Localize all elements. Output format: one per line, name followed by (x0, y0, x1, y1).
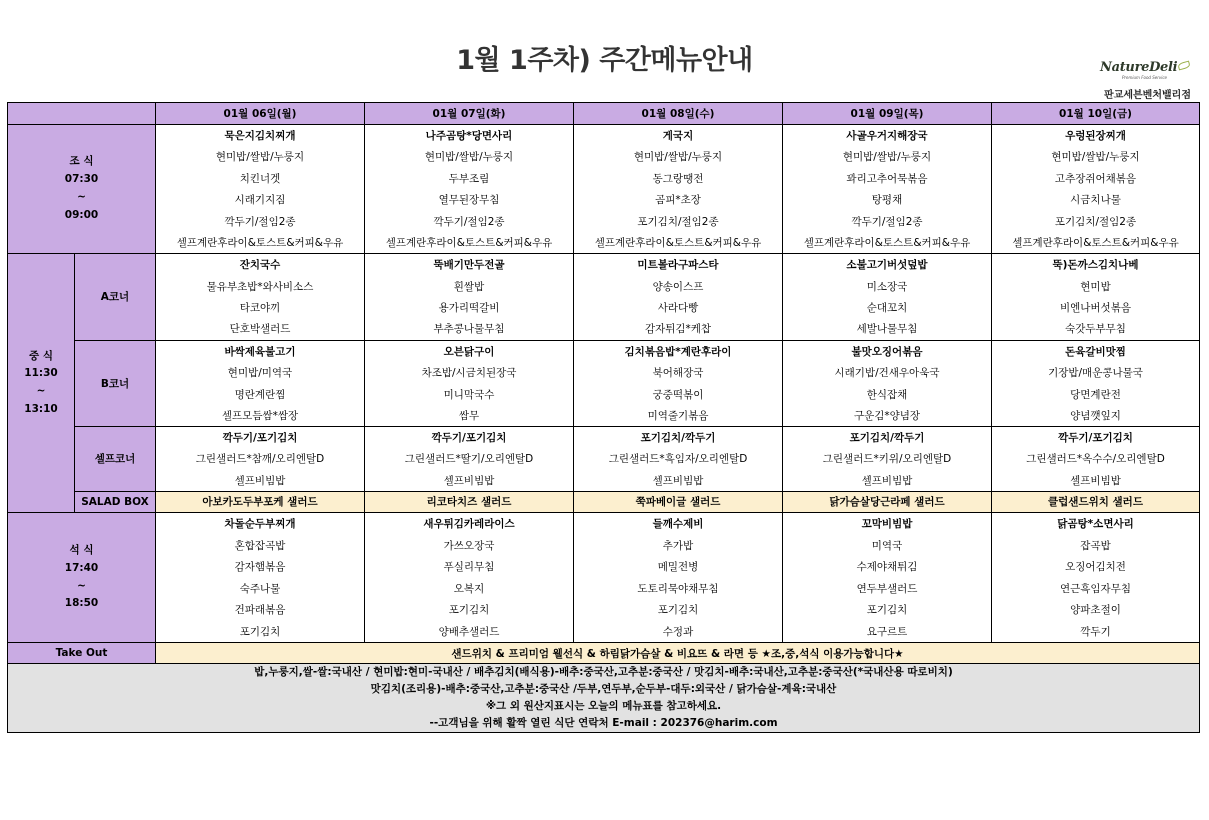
lunch-a-item: 뚝)돈까스김치나베 (992, 254, 1200, 276)
lunch-self-item: 그린샐러드*키위/오리엔탈D (783, 448, 992, 470)
origin-notice (8, 664, 1200, 733)
breakfast-label (8, 124, 156, 254)
takeout-text: 샌드위치 & 프리미엄 웰선식 & 하림닭가슴살 & 비요뜨 & 라면 등 ★조,중,석식 이용가능합니다★ (156, 642, 1200, 664)
breakfast-item: 꽈리고추어묵볶음 (783, 167, 992, 189)
lunch-a-item: 흰쌀밥 (365, 275, 574, 297)
lunch-b-item: 불맛오징어볶음 (783, 340, 992, 362)
dinner-item: 연근흑임자무침 (992, 578, 1200, 600)
lunch-self-item: 그린샐러드*흑임자/오리엔탈D (574, 448, 783, 470)
salad-box-item: 클럽샌드위치 샐러드 (992, 491, 1200, 513)
lunch-b-item: 명란계란찜 (156, 383, 365, 405)
breakfast-item: 탕평채 (783, 189, 992, 211)
lunch-self-item: 깍두기/포기김치 (992, 426, 1200, 448)
lunch-self-item: 깍두기/포기김치 (365, 426, 574, 448)
breakfast-item: 시금치나물 (992, 189, 1200, 211)
lunch-a-item: 부추콩나물무침 (365, 318, 574, 340)
breakfast-item: 현미밥/쌀밥/누룽지 (574, 146, 783, 168)
dinner-item: 미역국 (783, 534, 992, 556)
lunch-a-item: 소불고기버섯덮밥 (783, 254, 992, 276)
breakfast-label-line: 07:30 (64, 173, 99, 186)
lunch-label (8, 254, 75, 513)
lunch-self-item: 그린샐러드*딸기/오리엔탈D (365, 448, 574, 470)
dinner-item: 오복지 (365, 578, 574, 600)
breakfast-item: 셀프계란후라이&토스트&커피&우유 (574, 232, 783, 254)
breakfast-item: 열무된장무침 (365, 189, 574, 211)
dinner-item: 푸실리무침 (365, 556, 574, 578)
dinner-item: 가쓰오장국 (365, 534, 574, 556)
origin-notice-line: --고객님을 위해 활짝 열린 식단 연락처 E-mail : 202376@harim.com (429, 717, 778, 730)
origin-notice-line: 맛김치(조리용)-배추:중국산,고추분:중국산 /두부,연두부,순두부-대두:외국산 / 닭가슴살-계육:국내산 (370, 683, 837, 696)
breakfast-item: 게국지 (574, 124, 783, 146)
lunch-self-item: 셀프비빔밥 (156, 470, 365, 492)
corner-cell (8, 103, 156, 125)
lunch-b-item: 미역줄기볶음 (574, 405, 783, 427)
salad-box-item: 아보카도두부포케 샐러드 (156, 491, 365, 513)
corner-b-label: B코너 (75, 340, 156, 426)
lunch-a-item: 현미밥 (992, 275, 1200, 297)
day-header: 01월 08일(수) (574, 103, 783, 125)
lunch-a-item: 타코야끼 (156, 297, 365, 319)
dinner-item: 도토리묵야채무침 (574, 578, 783, 600)
dinner-item: 메밀전병 (574, 556, 783, 578)
lunch-self-item: 셀프비빔밥 (783, 470, 992, 492)
lunch-a-item: 용가리떡갈비 (365, 297, 574, 319)
lunch-b-item: 기장밥/매운콩나물국 (992, 362, 1200, 384)
lunch-label-line: ~ (36, 385, 46, 398)
lunch-a-item: 감자튀김*케찹 (574, 318, 783, 340)
breakfast-item: 포기김치/절임2종 (574, 210, 783, 232)
lunch-b-item: 북어해장국 (574, 362, 783, 384)
lunch-a-item: 숙갓두부무침 (992, 318, 1200, 340)
dinner-item: 수제야채튀김 (783, 556, 992, 578)
breakfast-item: 셀프계란후라이&토스트&커피&우유 (365, 232, 574, 254)
breakfast-item: 사골우거지해장국 (783, 124, 992, 146)
lunch-b-item: 미니막국수 (365, 383, 574, 405)
breakfast-item: 현미밥/쌀밥/누룽지 (365, 146, 574, 168)
lunch-self-item: 그린샐러드*옥수수/오리엔탈D (992, 448, 1200, 470)
self-corner-label: 셀프코너 (75, 426, 156, 491)
page-title: 1월 1주차) 주간메뉴안내 (456, 45, 753, 76)
dinner-item: 들깨수제비 (574, 513, 783, 535)
dinner-item: 닭곰탕*소면사리 (992, 513, 1200, 535)
day-header: 01월 09일(목) (783, 103, 992, 125)
lunch-b-item: 당면계란전 (992, 383, 1200, 405)
dinner-label-line: ~ (77, 579, 86, 592)
breakfast-item: 깍두기/절임2종 (365, 210, 574, 232)
dinner-item: 양파초절이 (992, 599, 1200, 621)
breakfast-item: 고추장쥐어채볶음 (992, 167, 1200, 189)
breakfast-item: 셀프계란후라이&토스트&커피&우유 (783, 232, 992, 254)
logo-tagline: Premium Food Service (1122, 75, 1168, 80)
day-header: 01월 10일(금) (992, 103, 1200, 125)
dinner-item: 포기김치 (156, 621, 365, 643)
lunch-self-item: 셀프비빔밥 (574, 470, 783, 492)
lunch-self-item: 셀프비빔밥 (992, 470, 1200, 492)
dinner-item: 연두부샐러드 (783, 578, 992, 600)
lunch-b-item: 양념깻잎지 (992, 405, 1200, 427)
dinner-item: 감자햄볶음 (156, 556, 365, 578)
dinner-item: 잡곡밥 (992, 534, 1200, 556)
lunch-label-line: 11:30 (24, 367, 58, 380)
lunch-b-item: 시래기밥/건새우아욱국 (783, 362, 992, 384)
lunch-self-item: 깍두기/포기김치 (156, 426, 365, 448)
lunch-b-item: 한식잡채 (783, 383, 992, 405)
dinner-item: 포기김치 (574, 599, 783, 621)
breakfast-item: 현미밥/쌀밥/누룽지 (992, 146, 1200, 168)
breakfast-item: 셀프계란후라이&토스트&커피&우유 (992, 232, 1200, 254)
breakfast-item: 동그랑땡전 (574, 167, 783, 189)
lunch-self-item: 포기김치/깍두기 (783, 426, 992, 448)
origin-notice-line: ※그 외 원산지표시는 오늘의 메뉴표를 참고하세요. (485, 700, 722, 713)
lunch-b-item: 구운김*양념장 (783, 405, 992, 427)
dinner-item: 차돌순두부찌개 (156, 513, 365, 535)
lunch-a-item: 비엔나버섯볶음 (992, 297, 1200, 319)
dinner-item: 양배추샐러드 (365, 621, 574, 643)
breakfast-label-line: ~ (77, 190, 86, 203)
salad-box-label: SALAD BOX (75, 491, 156, 513)
lunch-b-item: 쌈무 (365, 405, 574, 427)
breakfast-item: 포기김치/절임2종 (992, 210, 1200, 232)
lunch-b-item: 오븐닭구이 (365, 340, 574, 362)
lunch-b-item: 바싹제육불고기 (156, 340, 365, 362)
lunch-b-item: 궁중떡볶이 (574, 383, 783, 405)
dinner-item: 포기김치 (783, 599, 992, 621)
takeout-label: Take Out (8, 642, 156, 664)
breakfast-item: 우렁된장찌개 (992, 124, 1200, 146)
lunch-a-item: 미트볼라구파스타 (574, 254, 783, 276)
dinner-item: 숙주나물 (156, 578, 365, 600)
dinner-label-line: 18:50 (64, 597, 99, 610)
lunch-b-item: 셀프모듬쌈*쌈장 (156, 405, 365, 427)
lunch-b-item: 현미밥/미역국 (156, 362, 365, 384)
salad-box-item: 닭가슴살당근라페 샐러드 (783, 491, 992, 513)
lunch-a-item: 잔치국수 (156, 254, 365, 276)
breakfast-item: 깍두기/절임2종 (156, 210, 365, 232)
breakfast-item: 시래기지짐 (156, 189, 365, 211)
breakfast-item: 묵은지김치찌개 (156, 124, 365, 146)
lunch-self-item: 포기김치/깍두기 (574, 426, 783, 448)
lunch-a-item: 단호박샐러드 (156, 318, 365, 340)
breakfast-item: 치킨너겟 (156, 167, 365, 189)
breakfast-label-line: 09:00 (64, 208, 99, 221)
breakfast-item: 깍두기/절임2종 (783, 210, 992, 232)
day-header: 01월 06일(월) (156, 103, 365, 125)
salad-box-item: 쭉파베이글 샐러드 (574, 491, 783, 513)
corner-a-label: A코너 (75, 254, 156, 340)
dinner-item: 추가밥 (574, 534, 783, 556)
salad-box-item: 리코타치즈 샐러드 (365, 491, 574, 513)
dinner-label-line: 17:40 (64, 561, 99, 574)
lunch-a-item: 양송이스프 (574, 275, 783, 297)
breakfast-item: 현미밥/쌀밥/누룽지 (156, 146, 365, 168)
dinner-item: 혼합잡곡밥 (156, 534, 365, 556)
lunch-self-item: 셀프비빔밥 (365, 470, 574, 492)
weekly-menu-table (7, 102, 1200, 733)
lunch-b-item: 돈육갈비맛찜 (992, 340, 1200, 362)
branch-name: 판교세븐벤처밸리점 (1104, 90, 1191, 101)
breakfast-item: 곰피*초장 (574, 189, 783, 211)
day-header: 01월 07일(화) (365, 103, 574, 125)
dinner-item: 오징어김치전 (992, 556, 1200, 578)
lunch-b-item: 김치볶음밥*계란후라이 (574, 340, 783, 362)
dinner-label (8, 513, 156, 643)
lunch-label-line: 13:10 (24, 403, 58, 416)
breakfast-label-line: 조 식 (69, 155, 94, 168)
breakfast-item: 두부조림 (365, 167, 574, 189)
dinner-label-line: 석 식 (69, 543, 94, 556)
breakfast-item: 셀프계란후라이&토스트&커피&우유 (156, 232, 365, 254)
dinner-item: 새우튀김카레라이스 (365, 513, 574, 535)
lunch-a-item: 물유부초밥*와사비소스 (156, 275, 365, 297)
dinner-item: 요구르트 (783, 621, 992, 643)
lunch-a-item: 세발나물무침 (783, 318, 992, 340)
dinner-item: 깍두기 (992, 621, 1200, 643)
brand-logo (1100, 60, 1195, 86)
dinner-item: 꼬막비빔밥 (783, 513, 992, 535)
origin-notice-line: 밥,누룽지,쌀-쌀:국내산 / 현미밥:현미-국내산 / 배추김치(배식용)-배추:중국산,고추분:중국산 / 맛김치-배추:국내산,고추분:중국산(*국내산용 따로비치) (254, 666, 953, 679)
lunch-self-item: 그린샐러드*참깨/오리엔탈D (156, 448, 365, 470)
lunch-label-line: 중 식 (29, 349, 53, 362)
dinner-item: 수정과 (574, 621, 783, 643)
lunch-a-item: 뚝배기만두전골 (365, 254, 574, 276)
lunch-b-item: 차조밥/시금치된장국 (365, 362, 574, 384)
lunch-a-item: 미소장국 (783, 275, 992, 297)
lunch-a-item: 사라다빵 (574, 297, 783, 319)
lunch-a-item: 순대꼬치 (783, 297, 992, 319)
breakfast-item: 현미밥/쌀밥/누룽지 (783, 146, 992, 168)
dinner-item: 건파래볶음 (156, 599, 365, 621)
breakfast-item: 나주곰탕*당면사리 (365, 124, 574, 146)
logo-brand: NatureDeli (1100, 60, 1178, 75)
dinner-item: 포기김치 (365, 599, 574, 621)
